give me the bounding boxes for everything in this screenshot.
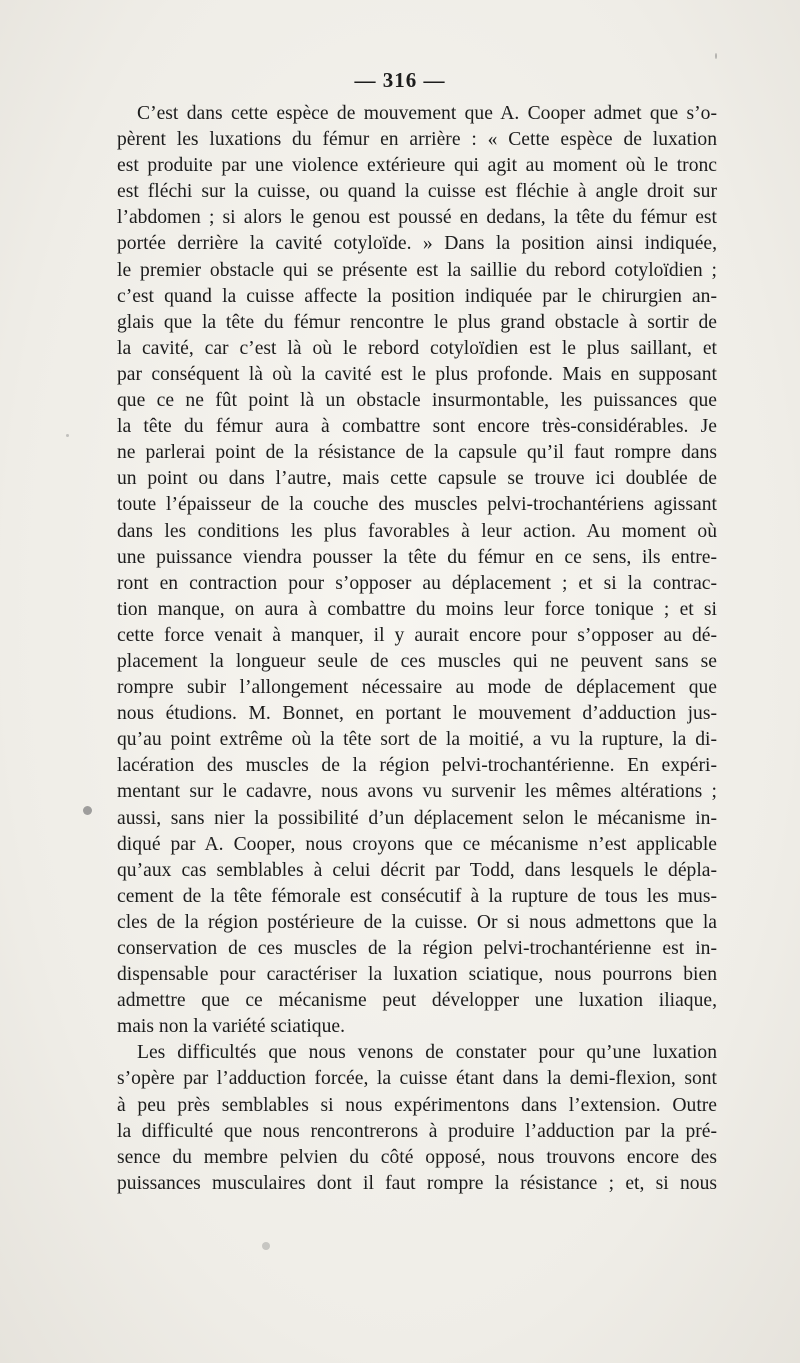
text-line: conservation de ces muscles de la région pelvi-trochantérienne est in- (117, 938, 717, 959)
text-line: admettre que ce mécanisme peut développer une luxation iliaque, (117, 990, 717, 1012)
text-line: C’est dans cette espèce de mouvement que A. Cooper admet que s’o- (137, 103, 717, 124)
ink-speck (262, 1242, 270, 1250)
text-line: cement de la tête fémorale est consécutif à la rupture de tous les mus- (117, 885, 717, 907)
text-line: puissances musculaires dont il faut rompre la résistance ; et, si nous (117, 1172, 717, 1194)
text-line: glais que la tête du fémur rencontre le plus grand obstacle à sortir de (117, 311, 717, 333)
text-line: dans les conditions les plus favorables à leur action. Au moment où (117, 520, 717, 542)
text-line: l’abdomen ; si alors le genou est poussé en dedans, la tête du fémur est (117, 207, 717, 229)
text-line: la cavité, car c’est là où le rebord cotyloïdien est le plus saillant, et (117, 337, 717, 359)
text-line: nous étudions. M. Bonnet, en portant le mouvement d’adduction jus- (117, 703, 717, 725)
text-line: Les difficultés que nous venons de constater pour qu’une luxation (137, 1042, 717, 1064)
text-line: qu’aux cas semblables à celui décrit par Todd, dans lesquels le dépla- (117, 859, 717, 881)
text-line: mais non la variété sciatique. (117, 1016, 345, 1038)
text-line: rompre subir l’allongement nécessaire au mode de déplacement que (117, 677, 717, 699)
body-text (97, 101, 717, 1197)
text-line: aussi, sans nier la possibilité d’un déplacement selon le mécanisme in- (117, 807, 717, 829)
text-line: s’opère par l’adduction forcée, la cuisse étant dans la demi-flexion, sont (117, 1068, 717, 1090)
text-line: qu’au point extrême où la tête sort de la moitié, a vu la rupture, la di- (117, 729, 717, 751)
text-line: toute l’épaisseur de la couche des muscles pelvi-trochantériens agissant (117, 494, 717, 516)
text-line: tion manque, on aura à combattre du moins leur force tonique ; et si (117, 598, 717, 620)
text-line: la tête du fémur aura à combattre sont encore très-considérables. Je (117, 416, 717, 438)
paragraph-2 (97, 1040, 717, 1197)
text-line: ne parlerai point de la résistance de la capsule qu’il faut rompre dans (117, 442, 717, 464)
text-line: portée derrière la cavité cotyloïde. » Dans la position ainsi indiquée, (117, 233, 717, 255)
text-line: c’est quand la cuisse affecte la position indiquée par le chirurgien an- (117, 285, 717, 307)
text-line: un point ou dans l’autre, mais cette capsule se trouve ici doublée de (117, 468, 717, 490)
paragraph-1 (97, 101, 717, 1040)
ink-speck (66, 434, 69, 437)
text-line: lacération des muscles de la région pelvi-trochantérienne. En expéri- (117, 755, 717, 777)
text-line: à peu près semblables si nous expérimentons dans l’extension. Outre (117, 1094, 717, 1116)
text-line: cette force venait à manquer, il y aurait encore pour s’opposer au dé- (117, 624, 717, 646)
ink-speck (715, 53, 717, 59)
text-line: que ce ne fût point là un obstacle insurmontable, les puissances que (117, 390, 717, 412)
text-line: une puissance viendra pousser la tête du fémur en ce sens, ils entre- (117, 546, 717, 568)
text-line: placement la longueur seule de ces muscles qui ne peuvent sans se (117, 650, 717, 672)
text-line: est fléchi sur la cuisse, ou quand la cuisse est fléchie à angle droit sur (117, 181, 717, 203)
text-line: mentant sur le cadavre, nous avons vu survenir les mêmes altérations ; (117, 781, 717, 803)
text-line: le premier obstacle qui se présente est la saillie du rebord cotyloïdien ; (117, 259, 717, 281)
ink-speck (83, 806, 92, 815)
page-number: — 316 — (354, 68, 446, 92)
text-line: ront en contraction pour s’opposer au déplacement ; et si la contrac- (117, 572, 717, 594)
text-line: par conséquent là où la cavité est le plus profonde. Mais en supposant (117, 363, 717, 385)
text-line: pèrent les luxations du fémur en arrière : « Cette espèce de luxation (117, 129, 717, 151)
text-line: diqué par A. Cooper, nous croyons que ce mécanisme n’est applicable (117, 833, 717, 855)
text-line: est produite par une violence extérieure qui agit au moment où le tronc (117, 155, 717, 177)
text-line: dispensable pour caractériser la luxation sciatique, nous pourrons bien (117, 964, 717, 986)
text-line: la difficulté que nous rencontrerons à produire l’adduction par la pré- (117, 1120, 717, 1142)
text-line: cles de la région postérieure de la cuisse. Or si nous admettons que la (117, 911, 717, 933)
text-line: sence du membre pelvien du côté opposé, nous trouvons encore des (117, 1146, 717, 1168)
